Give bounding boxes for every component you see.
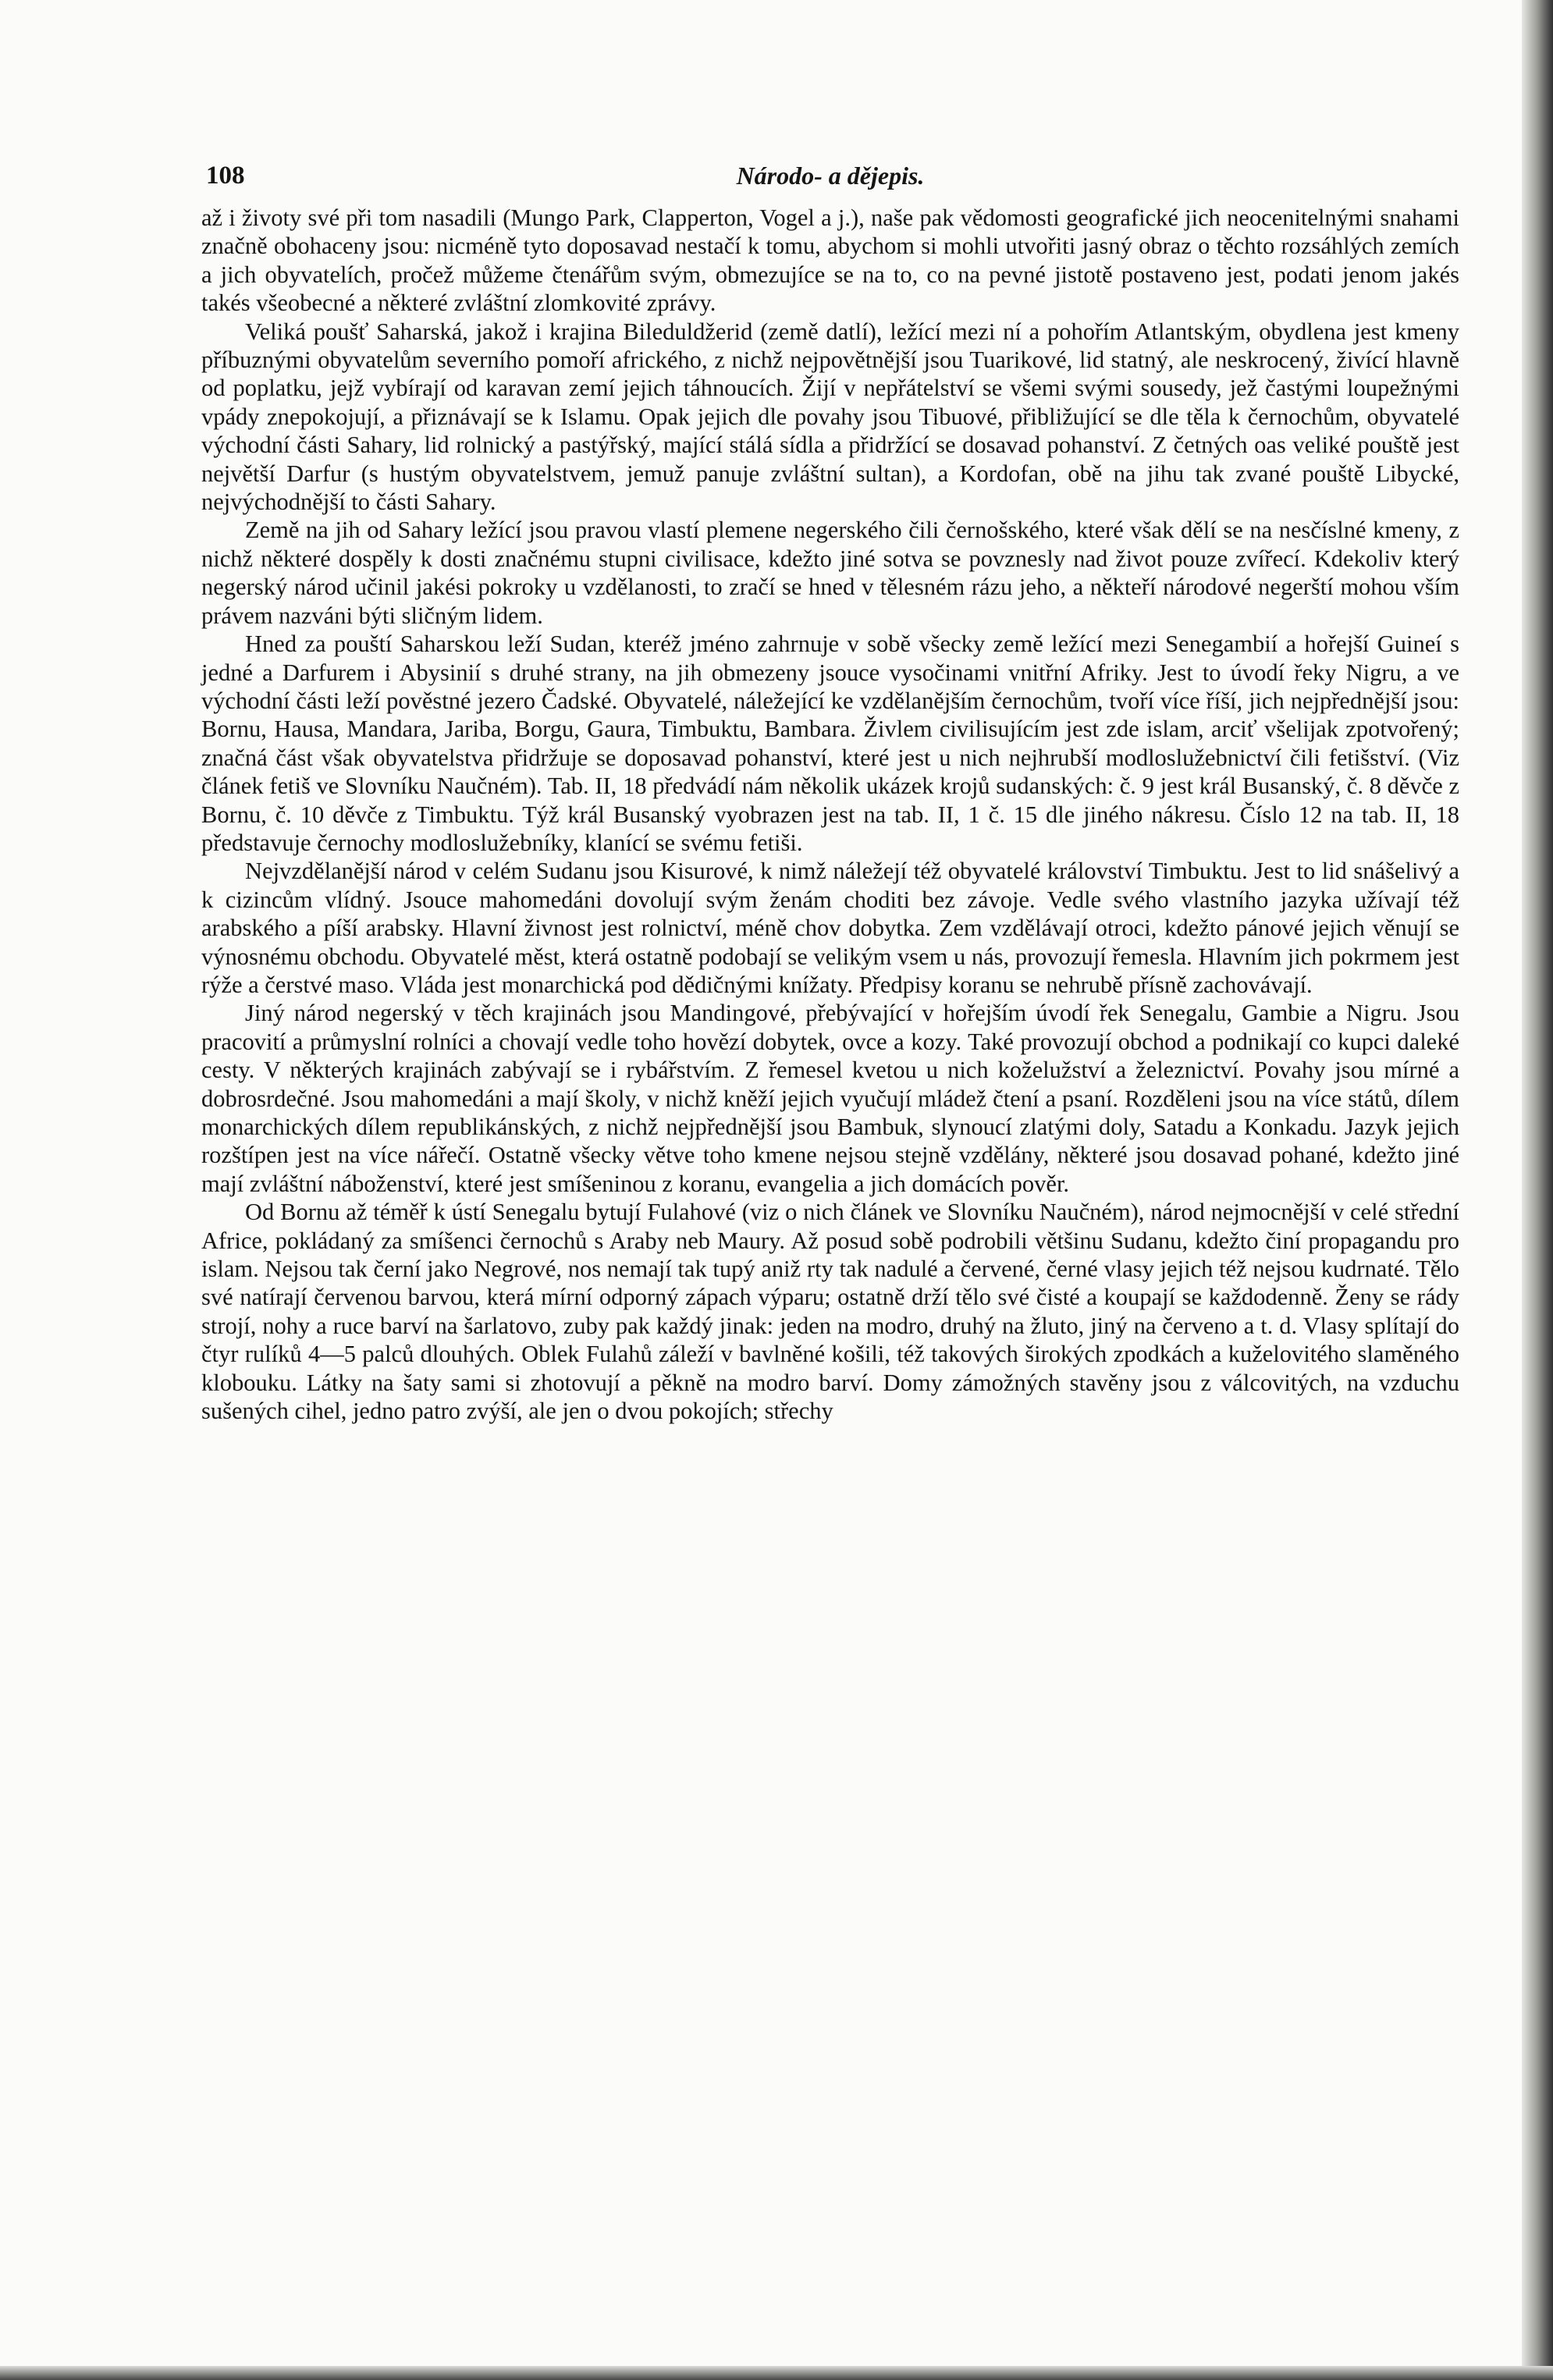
paragraph-2: Veliká poušť Saharská, jakož i krajina Bileduldžerid (země datlí), ležící mezi ní a pohořím Atlantským, obydlena jest kmeny příbuznými obyvatelům severního pomoří afrického, z nichž nejpovětnější jsou Tuarikové, lid statný, ale neskrocený, živící hlavně od poplatku, jejž vybírají od karavan zemí jejich táhnoucích. Žijí v nepřátelství se všemi svými sousedy, jež častými loupežnými vpády znepokojují, a přiznávají se k Islamu. Opak jejich dle povahy jsou Tibuové, přibližující se dle těla k černochům, obyvatelé východní části Sahary, lid rolnický a pastýřský, mající stálá sídla a přidržící se dosavad pohanství. Z četných oas veliké pouště jest největší Darfur (s hustým obyvatelstvem, jemuž panuje zvláštní sultan), a Kordofan, obě na jihu tak zvané pouště Libycké, nejvýchodnější to části Sahary. — [201, 318, 1459, 516]
page-edge-shadow-right — [1522, 0, 1553, 2380]
page-number: 108 — [206, 162, 245, 190]
page-edge-shadow-bottom — [0, 2366, 1553, 2380]
paragraph-1: až i životy své při tom nasadili (Mungo Park, Clapperton, Vogel a j.), naše pak vědomosti geografické jich neocenitelnými snahami značně obohaceny jsou: nicméně tyto doposavad nestačí k tomu, abychom si mohli utvořiti jasný obraz o těchto rozsáhlých zemích a jich obyvatelích, pročež můžeme čtenářům svým, obmezujíce se na to, co na pevné jistotě postaveno jest, podati jenom jakés takés všeobecné a některé zvláštní zlomkovité zprávy. — [201, 204, 1459, 317]
paragraph-3: Země na jih od Sahary ležící jsou pravou vlastí plemene negerského čili černošského, které však dělí se na nesčíslné kmeny, z nichž některé dospěly k dosti značnému stupni civilisace, kdežto jiné sotva se povznesly nad život pouze zvířecí. Kdekoliv který negerský národ učinil jakési pokroky u vzdělanosti, to zračí se hned v tělesném rázu jeho, a někteří národové negerští mohou vším právem nazváni býti sličným lidem. — [201, 517, 1459, 629]
running-title: Národo- a dějepis. — [736, 162, 925, 190]
paragraph-5: Nejvzdělanější národ v celém Sudanu jsou Kisurové, k nimž náležejí též obyvatelé království Timbuktu. Jest to lid snášelivý a k cizincům vlídný. Jsouce mahomedáni dovolují svým ženám choditi bez závoje. Vedle svého vlastního jazyka užívají též arabského a píší arabsky. Hlavní živnost jest rolnictví, méně chov dobytka. Zem vzdělávají otroci, kdežto pánové jejich věnují se výnosnému obchodu. Obyvatelé měst, která ostatně podobají se velikým vsem u nás, provozují řemesla. Hlavním jich pokrmem jest rýže a čerstvé maso. Vláda jest monarchická pod dědičnými knížaty. Předpisy koranu se nehrubě přísně zachovávají. — [201, 858, 1459, 998]
page-content — [201, 160, 1459, 1425]
paragraph-4: Hned za pouští Saharskou leží Sudan, kteréž jméno zahrnuje v sobě všecky země ležící mezi Senegambií a hořejší Guineí s jedné a Darfurem i Abysinií s druhé strany, na jih obmezeny jsouce vysočinami vnitřní Afriky. Jest to úvodí řeky Nigru, a ve východní části leží pověstné jezero Čadské. Obyvatelé, náležející ke vzdělanějším černochům, tvoří více říší, jich nejpřednější jsou: Bornu, Hausa, Mandara, Jariba, Borgu, Gaura, Timbuktu, Bambara. Živlem civilisujícím jest zde islam, arciť všelijak zpotvořený; značná část však obyvatelstva přidržuje se doposavad pohanství, které jest u nich nejhrubší modloslužebnictví čili fetišství. (Viz článek fetiš ve Slovníku Naučném). Tab. II, 18 předvádí nám několik ukázek krojů sudanských: č. 9 jest král Busanský, č. 8 děvče z Bornu, č. 10 děvče z Timbuktu. Týž král Busanský vyobrazen jest na tab. II, 1 č. 15 dle jiného nákresu. Číslo 12 na tab. II, 18 představuje černochy modloslužebníky, klanící se svému fetiši. — [201, 631, 1459, 856]
page-header — [201, 160, 1459, 204]
paragraph-6: Jiný národ negerský v těch krajinách jsou Mandingové, přebývající v hořejším úvodí řek Senegalu, Gambie a Nigru. Jsou pracovití a průmyslní rolníci a chovají vedle toho hovězí dobytek, ovce a kozy. Také provozují obchod a podnikají co kupci daleké cesty. V některých krajinách zabývají se i rybářstvím. Z řemesel kvetou u nich koželužství a železnictví. Povahy jsou mírné a dobrosrdečné. Jsou mahomedáni a mají školy, v nichž kněží jejich vyučují mládež čtení a psaní. Rozděleni jsou na více států, dílem monarchických dílem republikánských, z nichž nejpřednější jsou Bambuk, slynoucí zlatými doly, Satadu a Konkadu. Jazyk jejich rozštípen jest na více nářečí. Ostatně všecky větve toho kmene nejsou stejně vzdělány, některé jsou dosavad pohané, kdežto jiné mají zvláštní náboženství, které jest smíšeninou z koranu, evangelia a jich domácích pověr. — [201, 1000, 1459, 1197]
paragraph-7: Od Bornu až téměř k ústí Senegalu bytují Fulahové (viz o nich článek ve Slovníku Naučném), národ nejmocnější v celé střední Africe, pokládaný za smíšenci černochů s Araby neb Maury. Až posud sobě podrobili většinu Sudanu, kdežto činí propagandu pro islam. Nejsou tak černí jako Negrové, nos nemají tak tupý aniž rty tak nadulé a červené, černé vlasy jejich též nejsou kudrnaté. Tělo své natírají červenou barvou, která mírní odporný zápach výparu; ostatně drží tělo své čisté a koupají se každodenně. Ženy se rády strojí, nohy a ruce barví na šarlatovo, zuby pak každý jinak: jeden na modro, druhý na žluto, jiný na červeno a t. d. Vlasy splítají do čtyr rulíků 4—5 palců dlouhých. Oblek Fulahů záleží v bavlněné košili, též takových širokých zpodkách a kuželovitého slaměného klobouku. Látky na šaty sami si zhotovují a pěkně na modro barví. Domy zámožných stavěny jsou z válcovitých, na vzduchu sušených cihel, jedno patro zvýší, ale jen o dvou pokojích; střechy — [201, 1199, 1459, 1425]
body-text — [201, 204, 1459, 1425]
